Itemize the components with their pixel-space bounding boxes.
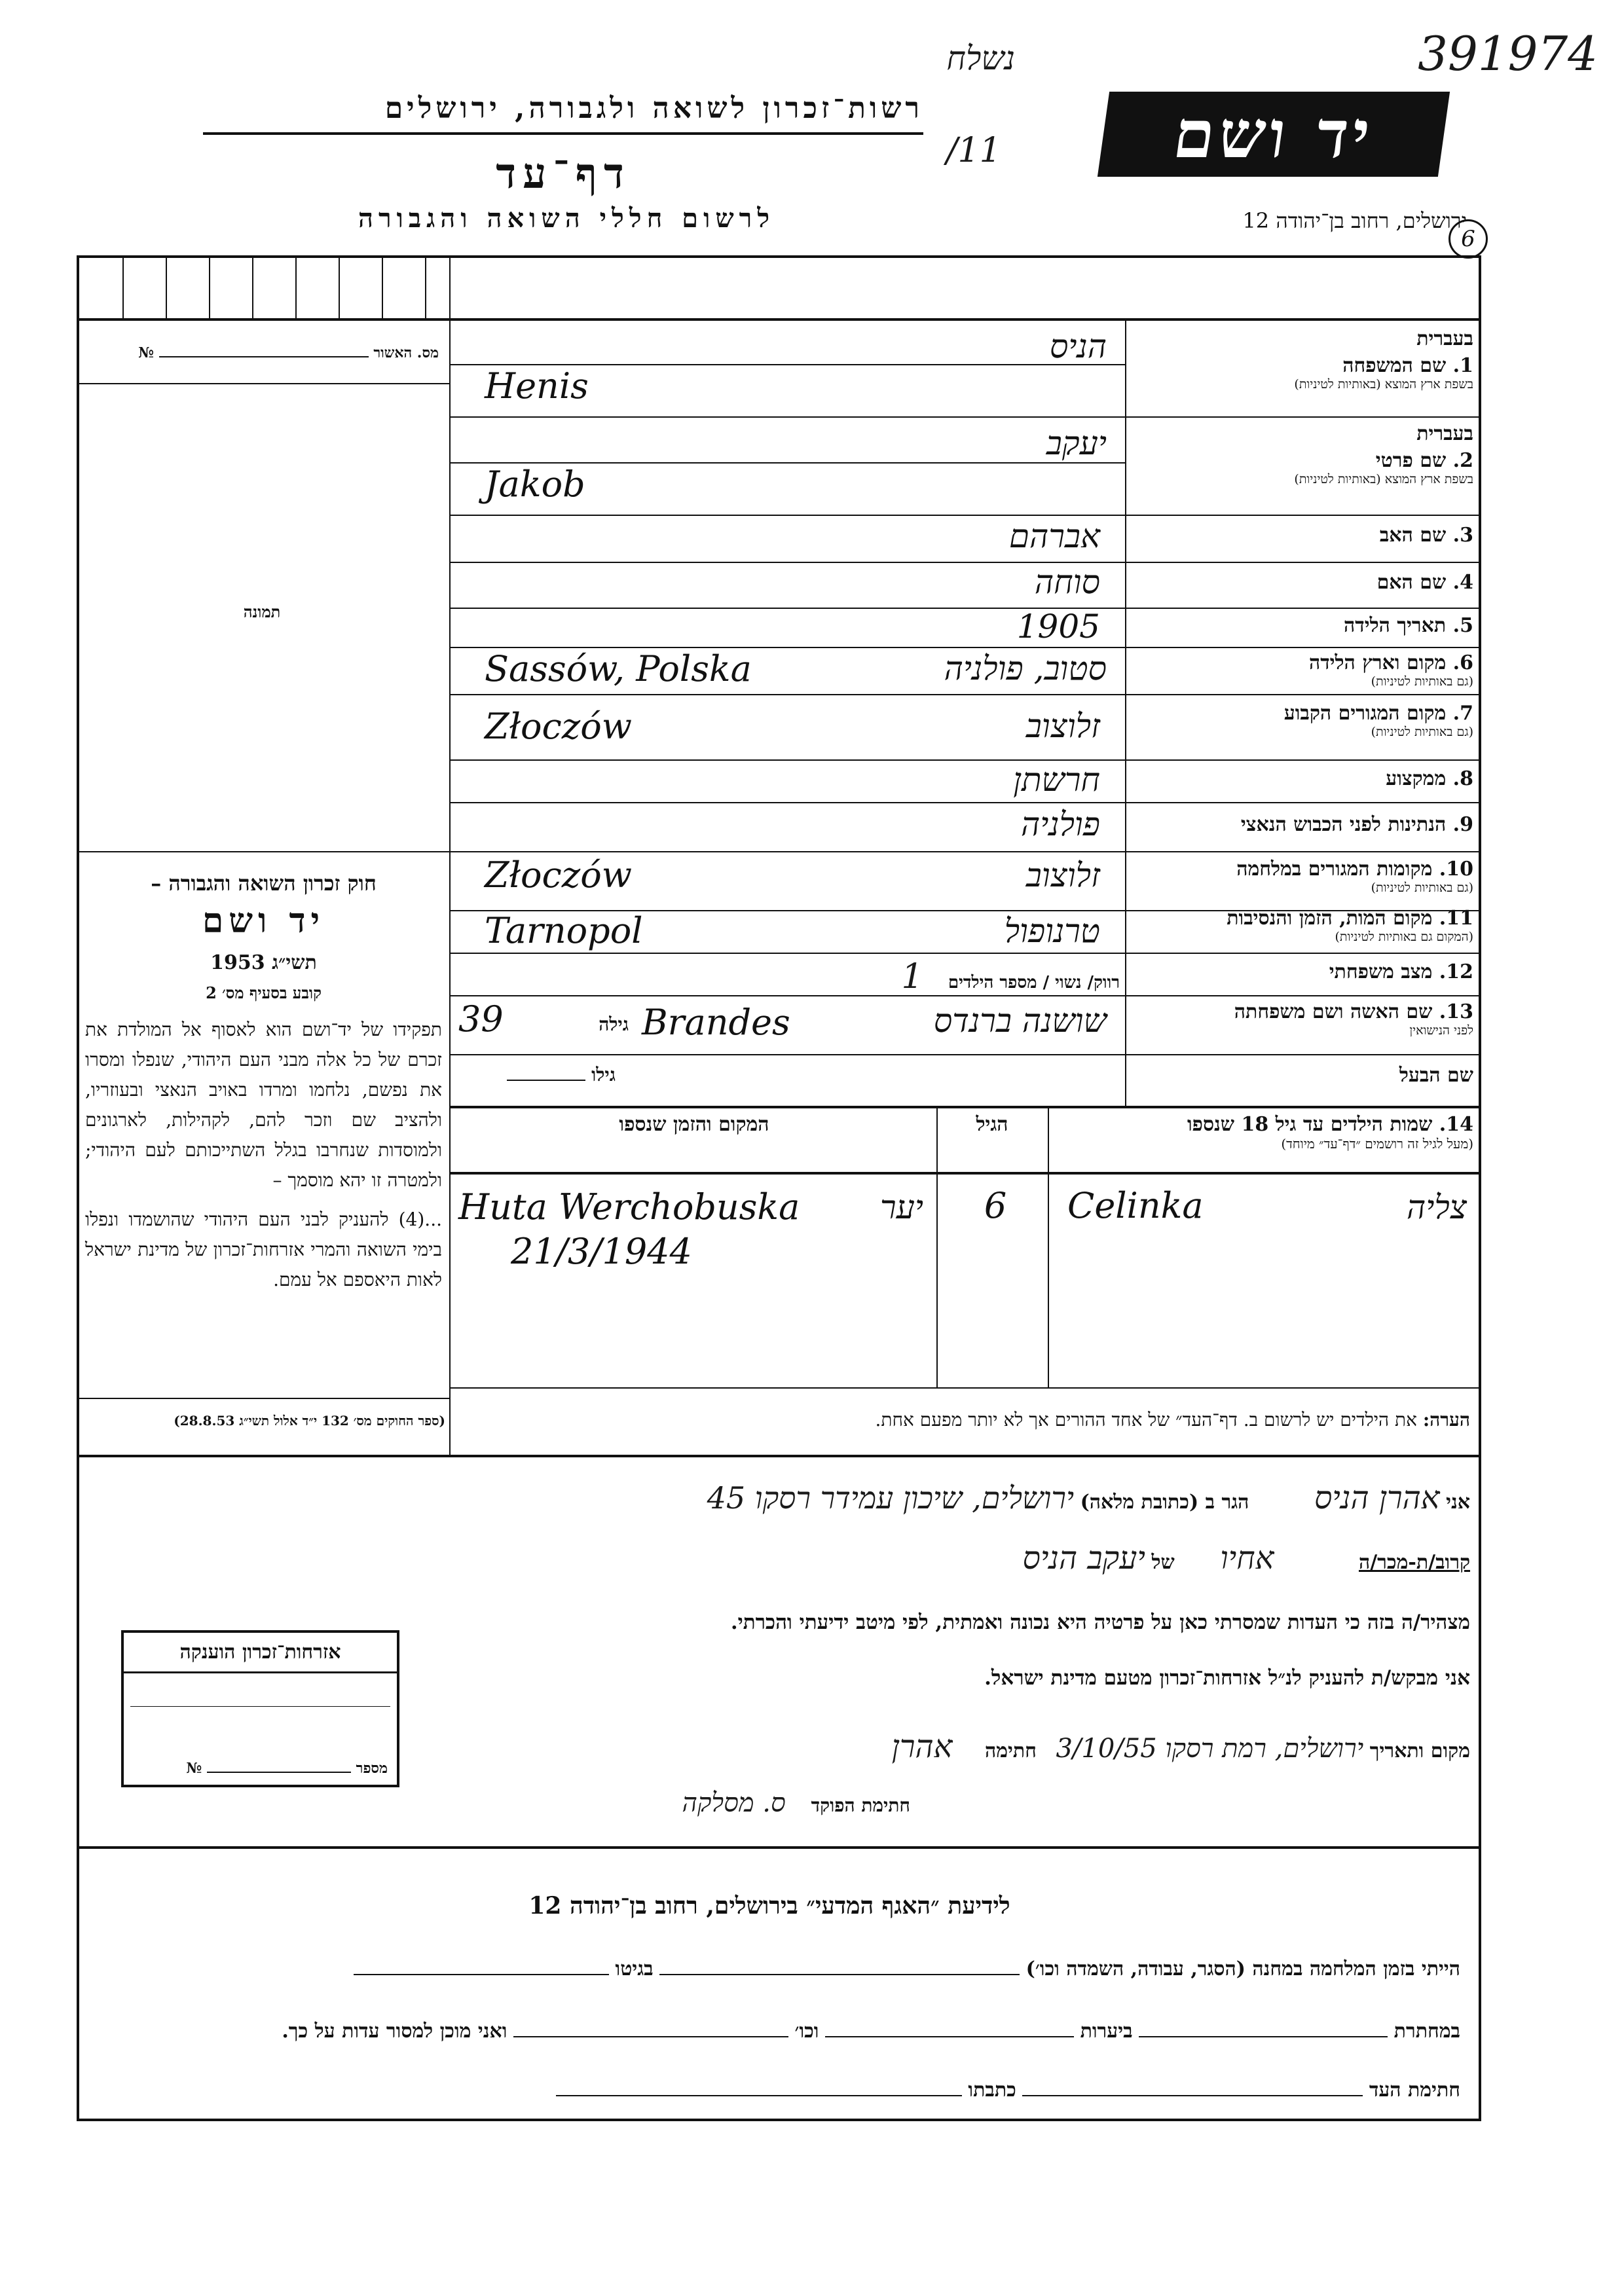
tearoff-line-1: הייתי בזמן המלחמה במחנה (הסגר, עבודה, השמדה וכו׳) בגיטו: [98, 1958, 1460, 1980]
note-label: הערה:: [1422, 1409, 1470, 1430]
form-subtitle: לרשום חללי השואה והגבורה: [358, 203, 775, 234]
law-title: חוק זכרון השואה והגבורה –: [151, 871, 377, 896]
code-box[interactable]: [166, 258, 210, 318]
approval-label: מס. האשור: [373, 344, 439, 361]
residence-latin[interactable]: Złoczów: [485, 706, 632, 747]
wartime-residence-hebrew[interactable]: זלוצוב: [1025, 856, 1100, 894]
etc-field[interactable]: [513, 2036, 788, 2037]
tearoff-title: לידיעת ״האגף המדעי״ בירושלים, רחוב בן־יהודה 12: [528, 1892, 1010, 1920]
wife-age-label: גילה: [599, 1013, 629, 1035]
husband-age-field[interactable]: [507, 1080, 585, 1081]
birth-date[interactable]: 1905: [1016, 608, 1100, 646]
field-family-name-label: בעברית 1. שם המשפחה בשפת ארץ המוצא (באותיות לטיניות): [1133, 327, 1473, 392]
field-husband-label: שם הבעל: [1399, 1064, 1473, 1087]
note-text: את הילדים יש לרשום ב. דף־העד״ של אחד ההורים אך לא יותר מפעם אחת.: [875, 1409, 1417, 1430]
code-box[interactable]: [295, 258, 340, 318]
field-first-name-label: בעברית 2. שם פרטי בשפת ארץ המוצא (באותיות לטיניות): [1133, 422, 1473, 487]
inspector-signature[interactable]: ס. מסלקה: [682, 1788, 786, 1818]
in-hebrew-label: בעברית: [1416, 422, 1473, 445]
divider: [449, 694, 1481, 695]
witness-address-field[interactable]: [556, 2095, 962, 2096]
citizenship-box-title: אזרחות־זכרון הוענקה: [124, 1633, 397, 1673]
place-date[interactable]: ירושלים, רמת רסקו 3/10/55: [1056, 1734, 1364, 1764]
field-wartime-residence-label: 10. מקומות המגורים במלחמה (גם באותיות לטיניות): [1236, 858, 1473, 895]
death-place-latin[interactable]: Tarnopol: [485, 910, 643, 951]
field-mother-label: 4. שם האם: [1376, 571, 1473, 594]
field-birthdate-label: 5. תאריך הלידה: [1344, 614, 1473, 637]
field-wife-name-label: 13. שם האשה ושם משפחתה לפני הנישואין: [1234, 1000, 1473, 1038]
declaration-place-date-row: מקום ותאריך ירושלים, רמת רסקו 3/10/55 חתימה אהרן: [891, 1728, 1470, 1765]
forests-field[interactable]: [825, 2036, 1074, 2037]
marital-options: רווק/ נשוי / מספר הילדים: [948, 973, 1120, 993]
child-death-date[interactable]: 21/3/1944: [511, 1231, 692, 1272]
children-header-underline: [449, 1172, 1481, 1175]
tearoff-line-3: חתימת העד כתבתו: [98, 2079, 1460, 2102]
place-column-header: המקום והזמן שנספו: [619, 1113, 769, 1136]
relation[interactable]: אחיו: [1220, 1540, 1274, 1576]
wartime-residence-latin[interactable]: Złoczów: [485, 854, 632, 896]
witness-signature-field[interactable]: [1022, 2095, 1363, 2096]
field-marital-status-label: 12. מצב משפחתי: [1329, 960, 1473, 983]
field-death-place-label: 11. מקום המות, הזמן והנסיבות (המקום גם באותיות לטיניות): [1227, 907, 1473, 944]
declaration-statement: מצהיר/ה בזה כי העדות שמסרתי כאן על פרטיה היא נכונה ואמתית, לפי מיטב ידיעתי והכרתי.: [730, 1611, 1470, 1634]
citizenship-box: [121, 1630, 399, 1787]
father-name[interactable]: אברהם: [1008, 517, 1100, 555]
archive-number: 391974: [1418, 26, 1598, 81]
field-nationality-label: 9. הנתינות לפני הכבוש הנאצי: [1240, 813, 1473, 836]
field-father-label: 3. שם האב: [1379, 524, 1473, 547]
declarant-name[interactable]: אהרן הניס: [1314, 1480, 1440, 1516]
label-column-divider: [1125, 318, 1126, 1106]
divider: [449, 416, 1481, 418]
underground-field[interactable]: [1139, 2036, 1388, 2037]
photo-label: תמונה: [243, 602, 281, 621]
children-header: 14. שמות הילדים עד גיל 18 שנספו (מעל לגיל זה רושמים ״דף־עד״ מיוחד): [1187, 1113, 1473, 1152]
declaration-line-1: אני אהרן הניס הגר ב (כתובת מלאה) ירושלים, שיכון עמידר רסקו 45: [707, 1480, 1470, 1516]
left-column-divider: [449, 255, 451, 1455]
camp-field[interactable]: [659, 1974, 1020, 1975]
header-underline: [203, 132, 923, 135]
divider: [449, 802, 1481, 803]
declaration-request: אני מבקש/ת להעניק לנ״ל אזרחות־זכרון מטעם מדינת ישראל.: [984, 1666, 1470, 1690]
law-excerpt: [85, 871, 442, 1295]
organization-name: רשות־זכרון לשואה ולגבורה, ירושלים: [384, 92, 923, 125]
ghetto-field[interactable]: [354, 1974, 609, 1975]
residence-hebrew[interactable]: זלוצוב: [1025, 707, 1100, 745]
approval-number-prefix: №: [138, 344, 154, 361]
divider: [449, 1387, 1481, 1389]
child-death-place-hebrew[interactable]: יער: [880, 1188, 923, 1226]
tearoff-line-2: במחתרת ביערות וכו׳ ואני מוכן למסור עדות על כך.: [282, 2020, 1460, 2043]
family-name-hebrew[interactable]: הניס: [1049, 327, 1107, 365]
divider: [449, 1054, 1481, 1055]
law-clause: קובע בסעיף מס׳ 2: [206, 983, 322, 1002]
children-count[interactable]: 1: [901, 957, 923, 996]
marital-status-row: [458, 957, 1120, 996]
in-hebrew-label: בעברית: [1416, 327, 1473, 350]
children-col-divider: [1048, 1106, 1049, 1387]
law-name: יד ושם: [202, 901, 325, 941]
code-box[interactable]: [209, 258, 253, 318]
law-text: תפקידו של יד־ושם הוא לאסוף אל המולדת את זכרם של כל אלה מבני העם היהודי, שנפלו ומסרו את נפשם, נלחמו ומרדו באויב הנאצי ובעוזריו, ולהציב שם וזכר להם, לקהילות, לארגונים ולמוסדות שנחרבו בגלל השתייכותם לעם היהודי; ולמטרה זו יהא מוסמך –: [85, 1019, 442, 1191]
mother-name[interactable]: סוחה: [1034, 563, 1100, 601]
family-name-latin[interactable]: Henis: [485, 365, 589, 407]
child-age[interactable]: 6: [984, 1185, 1007, 1226]
declaration-line-2: קרוב/ת-מכר/ה אחיו של יעקב הניס: [1022, 1540, 1470, 1576]
age-column-header: הגיל: [976, 1113, 1008, 1136]
citizenship-number-field[interactable]: [207, 1772, 351, 1773]
law-text-continued: ...(4) להעניק לבני העם היהודי שהושמדו ונפלו בימי השואה והמרי אזרחות־זכרון של מדינת ישראל לאות היאספם אל עמם.: [85, 1209, 442, 1290]
form-title: דף־עד: [496, 149, 631, 198]
divider: [77, 851, 449, 852]
inspector-row: חתימת הפוקד ס. מסלקה: [682, 1788, 910, 1818]
declarant-address[interactable]: ירושלים, שיכון עמידר רסקו 45: [707, 1480, 1075, 1516]
code-box[interactable]: [79, 258, 124, 318]
relation-of-name[interactable]: יעקב הניס: [1022, 1540, 1145, 1576]
divider: [449, 1106, 1481, 1108]
field-profession-label: 8. ממקצוע: [1386, 767, 1473, 790]
children-col-divider: [936, 1106, 938, 1387]
divider: [77, 318, 1481, 321]
code-box[interactable]: [339, 258, 383, 318]
law-year: תשי״ג 1953: [210, 951, 317, 974]
citizenship-number-row: מספר №: [186, 1760, 388, 1777]
code-box[interactable]: [382, 258, 426, 318]
nationality[interactable]: פולניה: [1020, 805, 1100, 843]
code-box[interactable]: [252, 258, 297, 318]
note: [458, 1409, 1470, 1431]
code-box[interactable]: [122, 258, 167, 318]
divider: [449, 515, 1481, 516]
handwritten-stamp: נשלח: [946, 39, 1015, 77]
wife-name-hebrew[interactable]: שושנה ברנדס: [933, 1002, 1107, 1040]
divider: [77, 383, 449, 384]
tearoff-divider: [77, 1846, 1481, 1849]
divider: [77, 1455, 1481, 1457]
declarant-signature[interactable]: אהרן: [891, 1728, 953, 1765]
first-name-hebrew[interactable]: יעקב: [1046, 424, 1107, 462]
citizenship-line[interactable]: [130, 1673, 390, 1707]
yad-vashem-logo: יד ושם: [1098, 92, 1450, 177]
first-name-latin[interactable]: Jakob: [485, 464, 585, 505]
law-reference: (ספר החוקים מס׳ 132 י״ד אלול תשי״ג 28.8.53): [174, 1413, 445, 1429]
divider: [449, 953, 1481, 954]
birthplace-latin[interactable]: Sassów, Polska: [485, 648, 752, 689]
institution-address: ירושלים, רחוב בן־יהודה 12: [1242, 208, 1467, 233]
child-name-latin[interactable]: Celinka: [1067, 1185, 1204, 1226]
child-name-hebrew[interactable]: צליה: [1407, 1188, 1467, 1226]
approval-number-row: [92, 344, 439, 361]
field-birthplace-label: 6. מקום וארץ הלידה (גם באותיות לטיניות): [1308, 651, 1473, 689]
wife-age[interactable]: 39: [458, 998, 504, 1040]
profession[interactable]: חרשתן: [1013, 761, 1100, 799]
birthplace-hebrew[interactable]: סטוב, פולניה: [944, 649, 1107, 687]
divider: [449, 851, 1481, 852]
child-death-place-latin[interactable]: Huta Werchobuska: [458, 1186, 800, 1228]
page-mark: /11: [946, 131, 1001, 170]
approval-number-field[interactable]: [159, 356, 369, 357]
death-place-hebrew[interactable]: טרנופול: [1004, 912, 1100, 950]
divider: [77, 1398, 449, 1399]
wife-name-latin[interactable]: Brandes: [642, 1002, 790, 1043]
circled-number: 6: [1449, 219, 1488, 259]
husband-age-row: גילו: [458, 1064, 616, 1086]
field-residence-label: 7. מקום המגורים הקבוע (גם באותיות לטיניות): [1283, 702, 1473, 739]
